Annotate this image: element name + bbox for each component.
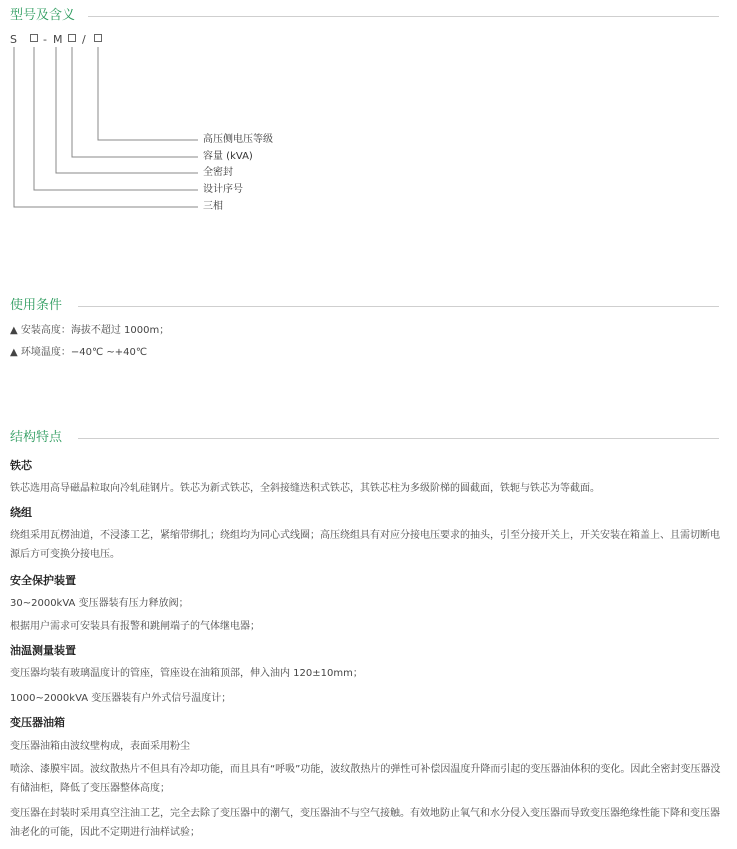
heading-protection: 安全保护装置	[10, 574, 76, 587]
text-tank-2: 喷涂、漆膜牢固。波纹散热片不但具有冷却功能，而且具有“呼吸”功能，波纹散热片的弹性可补偿因温度升降而引起的变压器油体积的变化。因此全密封变压器没有储油柜，降低了变压器整体高度；	[10, 764, 721, 794]
section-title: 结构特点	[10, 428, 62, 448]
text-oil-temp-1: 变压器均装有玻璃温度计的管座，管座设在油箱顶部，伸入油内 120±10mm；	[10, 668, 363, 679]
label-three-phase: 三相	[203, 201, 223, 212]
section-title: 使用条件	[10, 296, 62, 316]
condition-altitude: ▲ 安装高度：海拔不超过 1000m；	[10, 325, 170, 336]
label-fully-sealed: 全密封	[203, 167, 233, 178]
heading-tank: 变压器油箱	[10, 716, 65, 729]
section-header-conditions	[10, 296, 719, 316]
text-core: 铁芯选用高导磁晶粒取向冷轧硅钢片。铁芯为新式铁芯，全斜接缝迭积式铁芯，其铁芯柱为多级阶梯的圆截面，铁轭与铁芯为等截面。	[10, 483, 600, 494]
heading-winding: 绕组	[10, 506, 32, 519]
section-divider	[78, 438, 719, 439]
code-dash: -	[43, 33, 47, 46]
section-title: 型号及含义	[10, 6, 75, 26]
label-voltage-class: 高压侧电压等级	[203, 134, 273, 145]
code-slash: /	[82, 33, 86, 46]
heading-oil-temp: 油温测量装置	[10, 644, 76, 657]
heading-core: 铁芯	[10, 459, 32, 472]
condition-temperature: ▲ 环境温度：−40℃ ~+40℃	[10, 347, 148, 358]
label-capacity: 容量 (kVA)	[203, 151, 253, 162]
section-header-structure	[10, 428, 719, 448]
text-protection-2: 根据用户需求可安装具有报警和跳闸端子的气体继电器；	[10, 621, 260, 632]
model-diagram-lines	[0, 0, 737, 230]
label-design-number: 设计序号	[203, 184, 243, 195]
text-protection-1: 30~2000kVA 变压器装有压力释放阀；	[10, 598, 189, 609]
text-tank-3: 变压器在封装时采用真空注油工艺，完全去除了变压器中的潮气，变压器油不与空气接触。有效地防止氧气和水分侵入变压器而导致变压器绝缘性能下降和变压器油老化的可能，因此不定期进行油样试验；	[10, 808, 720, 838]
section-divider	[78, 306, 719, 307]
text-oil-temp-2: 1000~2000kVA 变压器装有户外式信号温度计；	[10, 693, 232, 704]
text-winding: 绕组采用瓦楞油道，不浸漆工艺，紧缩带绑扎；绕组均为同心式线圈；高压绕组具有对应分接电压要求的抽头，引至分接开关上，开关安装在箱盖上、且需切断电源后方可变换分接电压。	[10, 530, 720, 560]
code-m: M	[53, 33, 63, 46]
code-prefix: S	[10, 33, 17, 46]
text-tank-1: 变压器油箱由波纹壁构成，表面采用粉尘	[10, 741, 190, 752]
